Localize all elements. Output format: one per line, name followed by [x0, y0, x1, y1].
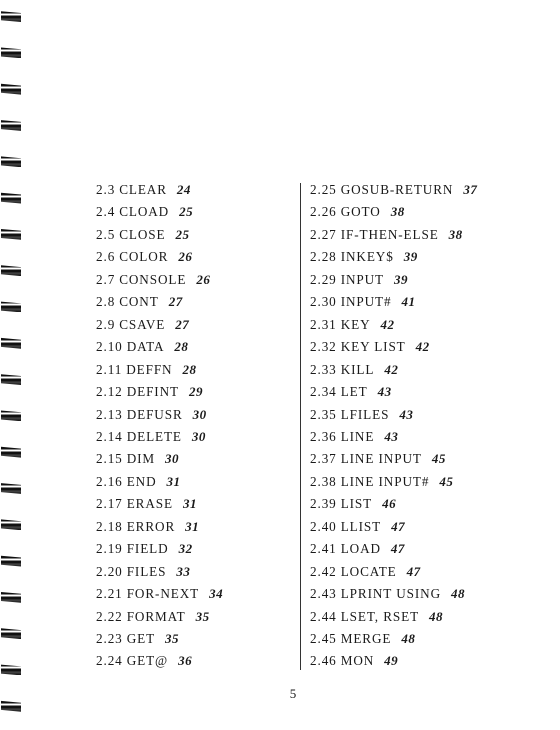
page-reference: 29 [188, 384, 203, 400]
toc-entry [310, 539, 405, 559]
section-number: 2.30 [310, 294, 337, 310]
page-reference: 48 [429, 608, 444, 624]
section-number: 2.19 [96, 541, 123, 557]
command-name: COLOR [119, 249, 169, 265]
binding-ring [0, 482, 22, 496]
binding-ring [0, 228, 22, 242]
section-number: 2.27 [310, 226, 337, 242]
toc-entry [310, 562, 421, 582]
toc-entry [310, 315, 395, 335]
command-name: IF-THEN-ELSE [340, 226, 439, 242]
section-number: 2.13 [96, 406, 123, 422]
binding-ring [0, 627, 22, 641]
toc-entry [310, 270, 408, 290]
page-reference: 25 [175, 226, 190, 242]
section-number: 2.32 [310, 339, 337, 355]
section-number: 2.44 [310, 608, 337, 624]
section-number: 2.33 [310, 361, 337, 377]
section-number: 2.31 [310, 316, 337, 332]
page-reference: 43 [377, 384, 392, 400]
page-reference: 27 [168, 294, 183, 310]
section-number: 2.46 [310, 653, 337, 669]
page-reference: 49 [384, 653, 399, 669]
page-reference: 25 [179, 204, 194, 220]
binding-ring [0, 700, 22, 714]
toc-entry [96, 539, 193, 559]
toc-entry [96, 472, 181, 492]
command-name: DEFFN [126, 361, 173, 377]
binding-ring [0, 192, 22, 206]
command-name: INPUT [340, 271, 385, 287]
command-name: DEFINT [126, 384, 179, 400]
page-reference: 43 [384, 428, 399, 444]
command-name: GOSUB-RETURN [340, 182, 454, 197]
section-number: 2.14 [96, 428, 123, 444]
binding-ring [0, 373, 22, 387]
section-number: 2.38 [310, 473, 337, 489]
toc-entry [310, 629, 415, 649]
command-name: END [126, 473, 157, 489]
page-reference: 47 [390, 541, 405, 557]
section-number: 2.16 [96, 473, 123, 489]
command-name: LINE INPUT [340, 451, 422, 467]
command-name: GOTO [340, 204, 381, 220]
section-number: 2.3 [96, 182, 116, 197]
section-number: 2.43 [310, 586, 337, 602]
binding-ring [0, 337, 22, 351]
toc-entry [96, 449, 179, 469]
page-reference: 30 [192, 406, 207, 422]
toc-entry [310, 517, 405, 537]
toc-entry [96, 225, 189, 245]
toc-entry [310, 180, 477, 200]
command-name: LINE INPUT# [340, 473, 430, 489]
command-name: GET@ [126, 653, 169, 669]
page-reference: 47 [406, 563, 421, 579]
page-reference: 30 [165, 451, 180, 467]
page-reference: 48 [401, 631, 416, 646]
page-number: 5 [289, 686, 297, 701]
page-reference: 32 [178, 541, 193, 557]
command-name: MERGE [340, 631, 392, 646]
section-number: 2.22 [96, 608, 123, 624]
toc-entry [96, 629, 179, 649]
command-name: DEFUSR [126, 406, 183, 422]
toc-entry [310, 405, 413, 425]
page-reference: 36 [178, 653, 193, 669]
command-name: FOR-NEXT [126, 586, 200, 602]
section-number: 2.15 [96, 451, 123, 467]
command-name: LSET, RSET [340, 608, 420, 624]
binding-ring [0, 591, 22, 605]
command-name: FIELD [126, 541, 169, 557]
section-number: 2.28 [310, 249, 337, 265]
section-number: 2.36 [310, 428, 337, 444]
page-reference: 30 [191, 428, 206, 444]
page-reference: 38 [448, 226, 463, 242]
command-name: CLOAD [119, 204, 170, 220]
section-number: 2.40 [310, 518, 337, 534]
toc-entry [310, 202, 405, 222]
section-number: 2.24 [96, 653, 123, 669]
command-name: KILL [340, 361, 375, 377]
command-name: ERASE [126, 496, 173, 512]
command-name: INKEY$ [340, 249, 394, 265]
toc-entry [96, 202, 193, 222]
toc-entry [310, 225, 463, 245]
binding-ring [0, 10, 22, 24]
page-reference: 39 [394, 271, 409, 287]
toc-entry [96, 292, 183, 312]
page-reference: 45 [439, 473, 454, 489]
page-reference: 38 [390, 204, 405, 220]
binding-ring [0, 119, 22, 133]
section-number: 2.11 [96, 361, 123, 377]
toc-entry [96, 360, 196, 380]
page-reference: 33 [176, 563, 191, 579]
section-number: 2.10 [96, 339, 123, 355]
command-name: CLOSE [119, 226, 166, 242]
binding-ring [0, 155, 22, 169]
page-reference: 28 [174, 339, 189, 355]
toc-entry [310, 247, 418, 267]
section-number: 2.23 [96, 631, 123, 646]
toc-entry [96, 562, 190, 582]
binding-ring [0, 83, 22, 97]
page-reference: 37 [463, 182, 478, 197]
section-number: 2.5 [96, 226, 116, 242]
command-name: FORMAT [126, 608, 186, 624]
command-name: CSAVE [119, 316, 166, 332]
toc-entry [96, 180, 191, 200]
command-name: LPRINT USING [340, 586, 441, 602]
section-number: 2.45 [310, 631, 337, 646]
section-number: 2.34 [310, 384, 337, 400]
toc-entry [310, 494, 396, 514]
command-name: DIM [126, 451, 156, 467]
toc-entry [310, 292, 416, 312]
page-reference: 45 [431, 451, 446, 467]
page-reference: 35 [165, 631, 180, 646]
page-reference: 41 [401, 294, 416, 310]
toc-entry [310, 584, 465, 604]
section-number: 2.37 [310, 451, 337, 467]
page-reference: 27 [175, 316, 190, 332]
command-name: DELETE [126, 428, 182, 444]
toc-entry [96, 337, 188, 357]
section-number: 2.29 [310, 271, 337, 287]
section-number: 2.41 [310, 541, 337, 557]
toc-entry [96, 517, 199, 537]
toc-entry [96, 607, 210, 627]
section-number: 2.39 [310, 496, 337, 512]
toc-entry [310, 449, 446, 469]
toc-entry [96, 315, 189, 335]
command-name: LLIST [340, 518, 382, 534]
toc-entry [96, 494, 197, 514]
section-number: 2.6 [96, 249, 116, 265]
page-reference: 42 [384, 361, 399, 377]
toc-entry [96, 405, 207, 425]
page-reference: 47 [391, 518, 406, 534]
binding-ring [0, 300, 22, 314]
command-name: LFILES [340, 406, 390, 422]
toc-entry [310, 360, 398, 380]
section-number: 2.42 [310, 563, 337, 579]
section-number: 2.8 [96, 294, 116, 310]
command-name: LIST [340, 496, 373, 512]
toc-entry [96, 247, 192, 267]
command-name: LOCATE [340, 563, 397, 579]
command-name: LINE [340, 428, 375, 444]
command-name: FILES [126, 563, 167, 579]
binding-ring [0, 409, 22, 423]
command-name: CONSOLE [119, 271, 187, 287]
toc-entry [96, 584, 223, 604]
toc-entry [310, 382, 392, 402]
command-name: CLEAR [119, 182, 167, 197]
section-number: 2.4 [96, 204, 116, 220]
toc-entry [96, 270, 210, 290]
command-name: MON [340, 653, 375, 669]
toc-entry [310, 472, 453, 492]
binding-ring [0, 555, 22, 569]
spiral-binding [0, 0, 26, 730]
toc-entry [310, 607, 443, 627]
binding-ring [0, 518, 22, 532]
toc-entry [310, 427, 398, 447]
page-reference: 28 [182, 361, 197, 377]
command-name: ERROR [126, 518, 176, 534]
page-reference: 42 [380, 316, 395, 332]
binding-ring [0, 46, 22, 60]
command-name: KEY LIST [340, 339, 406, 355]
page-reference: 34 [209, 586, 224, 602]
command-name: GET [126, 631, 156, 646]
toc-entry [310, 651, 398, 671]
page-reference: 42 [415, 339, 430, 355]
page-reference: 31 [182, 496, 197, 512]
section-number: 2.21 [96, 586, 123, 602]
toc-entry [310, 337, 430, 357]
section-number: 2.9 [96, 316, 116, 332]
section-number: 2.25 [310, 182, 337, 197]
page-reference: 39 [403, 249, 418, 265]
command-name: KEY [340, 316, 371, 332]
section-number: 2.35 [310, 406, 337, 422]
page-reference: 48 [451, 586, 465, 602]
page-reference: 35 [195, 608, 210, 624]
section-number: 2.17 [96, 496, 123, 512]
section-number: 2.12 [96, 384, 123, 400]
page-reference: 26 [196, 271, 211, 287]
toc-entry [96, 382, 203, 402]
section-number: 2.18 [96, 518, 123, 534]
command-name: LET [340, 384, 368, 400]
section-number: 2.20 [96, 563, 123, 579]
command-name: LOAD [340, 541, 381, 557]
binding-ring [0, 264, 22, 278]
page-reference: 24 [176, 182, 191, 197]
section-number: 2.7 [96, 271, 116, 287]
binding-ring [0, 663, 22, 677]
command-name: DATA [126, 339, 165, 355]
page-reference: 31 [185, 518, 200, 534]
page-reference: 43 [399, 406, 414, 422]
page-reference: 46 [382, 496, 397, 512]
command-name: CONT [119, 294, 159, 310]
page-reference: 26 [178, 249, 193, 265]
section-number: 2.26 [310, 204, 337, 220]
toc-entry [96, 651, 192, 671]
binding-ring [0, 446, 22, 460]
toc-entry [96, 427, 206, 447]
page-reference: 31 [166, 473, 181, 489]
command-name: INPUT# [340, 294, 392, 310]
column-divider [300, 183, 301, 670]
